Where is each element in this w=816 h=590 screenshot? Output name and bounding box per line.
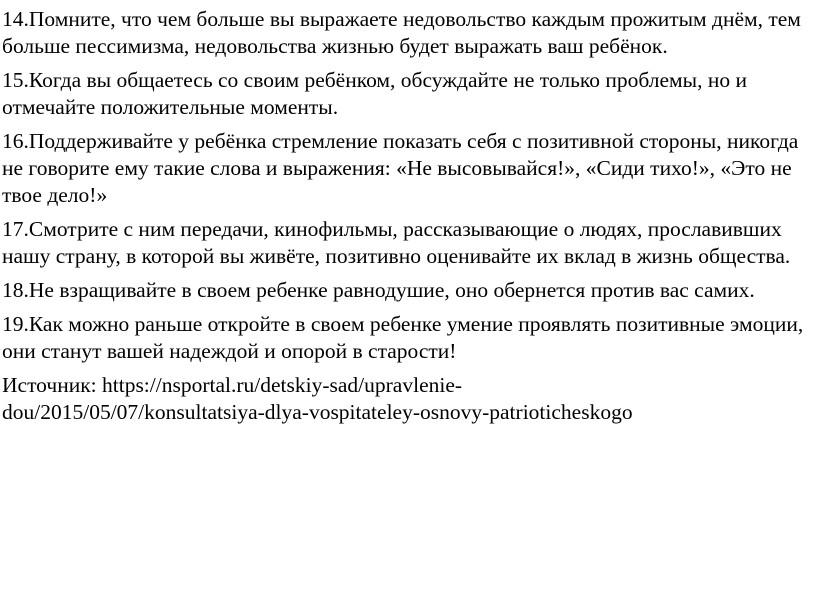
paragraph-14: 14.Помните, что чем больше вы выражаете недовольство каждым прожитым днём, тем больше пессимизма, недовольства жизнью будет выражать ваш ребёнок.: [2, 7, 801, 58]
paragraph-17: 17.Смотрите с ним передачи, кинофильмы, рассказывающие о людях, прославивших нашу страну, в которой вы живёте, позитивно оценивайте их вклад в жизнь общества.: [2, 217, 791, 268]
paragraph-15: 15.Когда вы общаетесь со своим ребёнком, обсуждайте не только проблемы, но и отмечайте положительные моменты.: [2, 68, 747, 119]
paragraph-16: 16.Поддерживайте у ребёнка стремление показать себя с позитивной стороны, никогда не говорите ему такие слова и выражения: «Не высовывайся!», «Сиди тихо!», «Это не твое дело!»: [2, 129, 799, 207]
source-line-2: dou/2015/05/07/konsultatsiya-dlya-vospitateley-osnovy-patrioticheskogo: [2, 400, 633, 424]
paragraph-19: 19.Как можно раньше откройте в своем ребенке умение проявлять позитивные эмоции, они станут вашей надеждой и опорой в старости!: [2, 312, 804, 363]
source-citation: [2, 372, 812, 426]
source-line-1: Источник: https://nsportal.ru/detskiy-sad/upravlenie-: [2, 373, 463, 397]
paragraph-18: 18.Не взращивайте в своем ребенке равнодушие, оно обернется против вас самих.: [2, 278, 755, 302]
